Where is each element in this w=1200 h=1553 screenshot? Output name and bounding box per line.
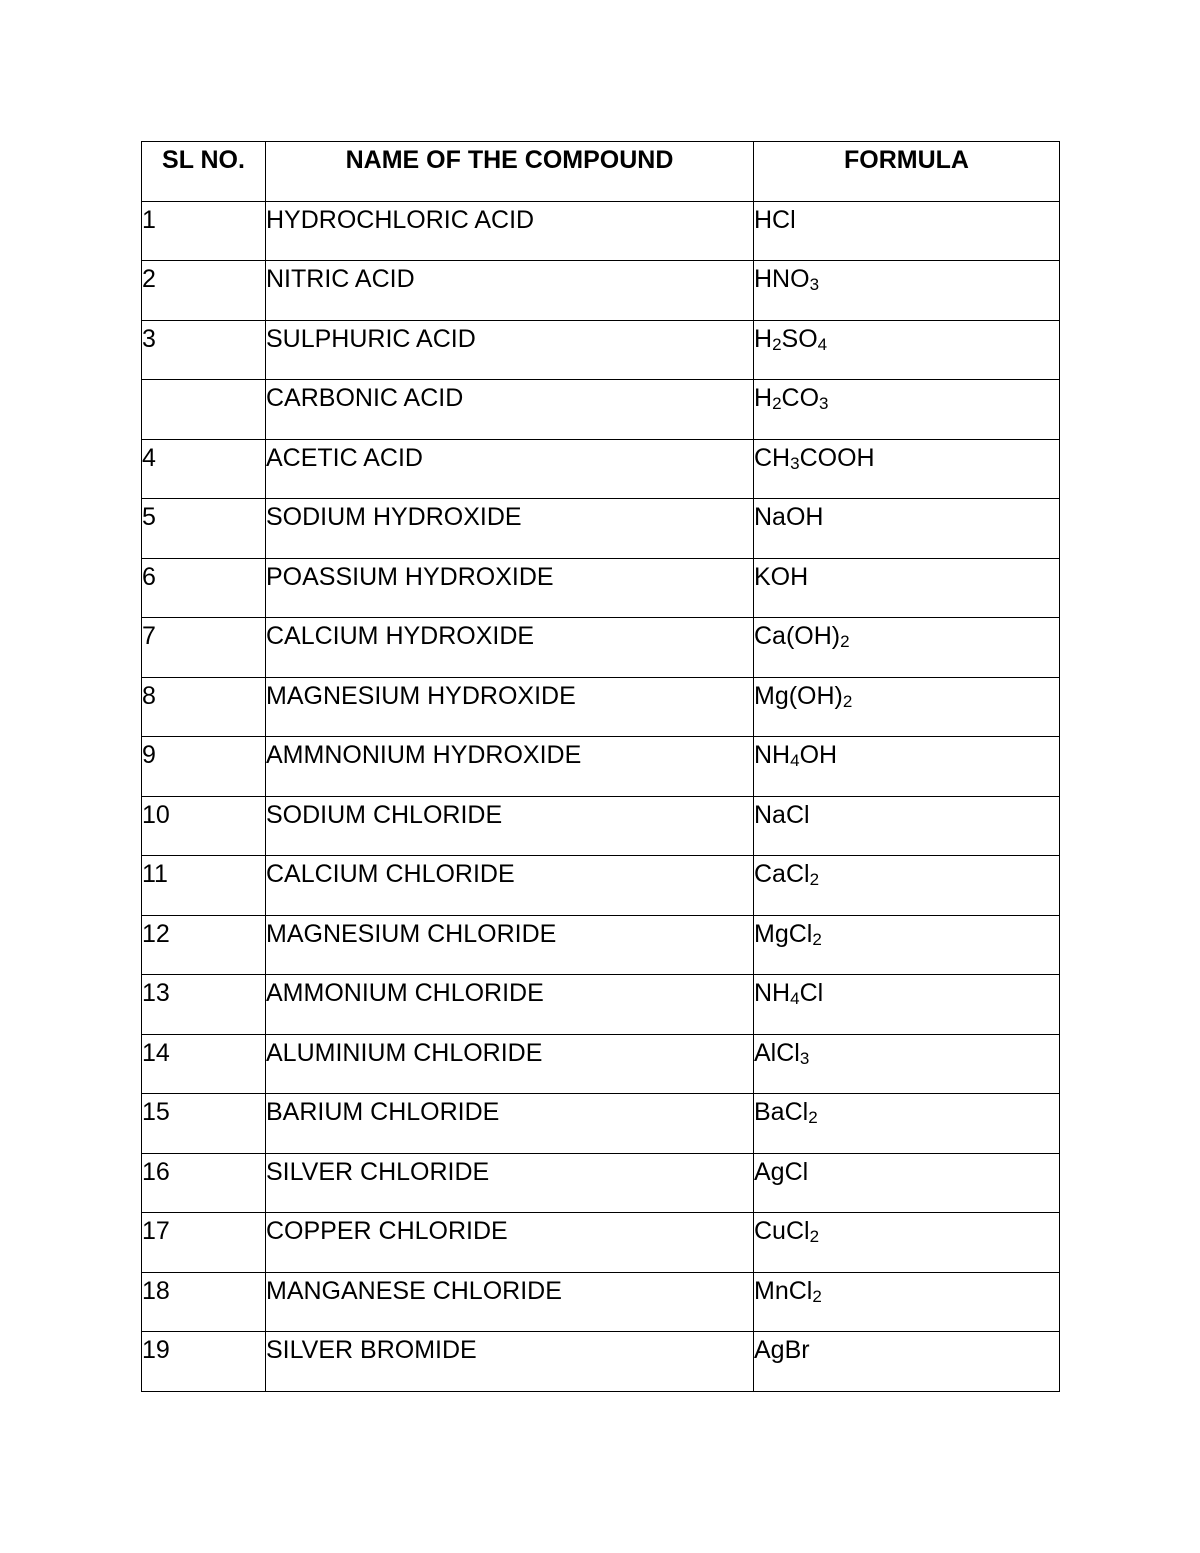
- cell-sl-no: 12: [142, 915, 266, 975]
- formula-part: BaCl: [754, 1098, 809, 1126]
- cell-sl-no: 16: [142, 1153, 266, 1213]
- chemical-formula: [754, 1217, 819, 1245]
- cell-formula: [754, 558, 1060, 618]
- formula-part: CO: [781, 384, 820, 412]
- table-row: [142, 261, 1060, 321]
- cell-sl-no: 14: [142, 1034, 266, 1094]
- formula-subscript: 2: [842, 691, 853, 711]
- cell-sl-no: 7: [142, 618, 266, 678]
- cell-sl-no: 3: [142, 320, 266, 380]
- formula-subscript: 2: [808, 1108, 818, 1127]
- formula-subscript: 2: [809, 870, 820, 889]
- chemical-formula: [754, 682, 852, 710]
- table-row: [142, 618, 1060, 678]
- cell-sl-no: 18: [142, 1272, 266, 1332]
- formula-part: MnCl: [754, 1276, 813, 1305]
- cell-compound-name: COPPER CHLORIDE: [266, 1213, 754, 1273]
- formula-subscript: 3: [799, 1048, 810, 1068]
- formula-subscript: 3: [809, 275, 820, 294]
- cell-compound-name: SILVER CHLORIDE: [266, 1153, 754, 1213]
- cell-compound-name: ALUMINIUM CHLORIDE: [266, 1034, 754, 1094]
- table-body: [142, 201, 1060, 1391]
- table-row: [142, 1272, 1060, 1332]
- formula-subscript: 2: [772, 334, 782, 354]
- cell-compound-name: SULPHURIC ACID: [266, 320, 754, 380]
- formula-part: AlCl: [754, 1038, 800, 1067]
- cell-sl-no: 9: [142, 737, 266, 797]
- cell-formula: [754, 499, 1060, 559]
- cell-formula: [754, 618, 1060, 678]
- cell-formula: [754, 1034, 1060, 1094]
- cell-compound-name: CALCIUM CHLORIDE: [266, 856, 754, 916]
- header-formula: FORMULA: [754, 142, 1060, 202]
- table-row: [142, 1094, 1060, 1154]
- formula-part: AgCl: [754, 1157, 809, 1186]
- table-row: [142, 439, 1060, 499]
- cell-formula: [754, 1153, 1060, 1213]
- cell-compound-name: POASSIUM HYDROXIDE: [266, 558, 754, 618]
- cell-sl-no: 8: [142, 677, 266, 737]
- chemical-formula: [754, 979, 823, 1007]
- chemical-formula: [754, 801, 810, 829]
- formula-part: Ca(OH): [754, 622, 841, 650]
- cell-sl-no: 2: [142, 261, 266, 321]
- cell-compound-name: SILVER BROMIDE: [266, 1332, 754, 1392]
- chemical-formula: [754, 325, 827, 353]
- cell-formula: [754, 439, 1060, 499]
- formula-part: Cl: [799, 979, 824, 1007]
- chemical-formula: [754, 920, 822, 948]
- cell-compound-name: HYDROCHLORIC ACID: [266, 201, 754, 261]
- formula-part: CuCl: [754, 1217, 810, 1245]
- formula-part: CH: [754, 443, 791, 472]
- chemical-formula: [754, 206, 796, 234]
- cell-formula: [754, 975, 1060, 1035]
- formula-subscript: 2: [812, 929, 822, 949]
- formula-subscript: 2: [809, 1227, 820, 1246]
- formula-part: NaOH: [754, 503, 824, 531]
- table-row: [142, 1213, 1060, 1273]
- cell-sl-no: 10: [142, 796, 266, 856]
- cell-formula: [754, 320, 1060, 380]
- table-row: [142, 320, 1060, 380]
- cell-sl-no: 15: [142, 1094, 266, 1154]
- formula-subscript: 4: [790, 989, 800, 1008]
- cell-compound-name: MANGANESE CHLORIDE: [266, 1272, 754, 1332]
- formula-part: Mg(OH): [754, 681, 843, 710]
- cell-compound-name: AMMONIUM CHLORIDE: [266, 975, 754, 1035]
- cell-sl-no: 17: [142, 1213, 266, 1273]
- formula-part: NaCl: [754, 800, 810, 829]
- table-row: [142, 1332, 1060, 1392]
- cell-compound-name: AMMNONIUM HYDROXIDE: [266, 737, 754, 797]
- cell-compound-name: CALCIUM HYDROXIDE: [266, 618, 754, 678]
- cell-compound-name: SODIUM HYDROXIDE: [266, 499, 754, 559]
- cell-sl-no: 13: [142, 975, 266, 1035]
- chemical-formula: [754, 563, 808, 591]
- formula-part: MgCl: [754, 919, 813, 948]
- chemical-formula: [754, 1098, 818, 1126]
- formula-subscript: 2: [812, 1286, 822, 1306]
- cell-formula: [754, 856, 1060, 916]
- header-sl-no: SL NO.: [142, 142, 266, 202]
- table-row: [142, 915, 1060, 975]
- cell-formula: [754, 1213, 1060, 1273]
- cell-compound-name: ACETIC ACID: [266, 439, 754, 499]
- formula-subscript: 2: [840, 632, 850, 651]
- table-row: [142, 677, 1060, 737]
- cell-formula: [754, 201, 1060, 261]
- chemical-formula: [754, 1039, 809, 1067]
- chemical-formula: [754, 444, 875, 472]
- table-row: [142, 856, 1060, 916]
- chemical-formula: [754, 860, 819, 888]
- formula-part: AgBr: [754, 1336, 810, 1364]
- cell-sl-no: 1: [142, 201, 266, 261]
- cell-formula: [754, 677, 1060, 737]
- chemical-formula: [754, 622, 850, 650]
- formula-part: COOH: [799, 443, 875, 472]
- table-row: [142, 201, 1060, 261]
- cell-formula: [754, 1332, 1060, 1392]
- formula-subscript: 4: [790, 751, 800, 770]
- header-row: [142, 142, 1060, 202]
- table-row: [142, 1034, 1060, 1094]
- cell-compound-name: SODIUM CHLORIDE: [266, 796, 754, 856]
- cell-compound-name: NITRIC ACID: [266, 261, 754, 321]
- table-row: [142, 1153, 1060, 1213]
- chemical-formula: [754, 741, 837, 769]
- cell-sl-no: 19: [142, 1332, 266, 1392]
- table-row: [142, 499, 1060, 559]
- chemical-formula: [754, 384, 829, 412]
- formula-part: HNO: [754, 265, 810, 293]
- cell-compound-name: BARIUM CHLORIDE: [266, 1094, 754, 1154]
- compounds-table: [141, 141, 1060, 1392]
- formula-part: KOH: [754, 562, 809, 591]
- chemical-formula: [754, 1336, 810, 1364]
- table-row: [142, 380, 1060, 440]
- formula-part: SO: [781, 324, 818, 353]
- cell-compound-name: MAGNESIUM CHLORIDE: [266, 915, 754, 975]
- cell-formula: [754, 1272, 1060, 1332]
- table-row: [142, 796, 1060, 856]
- table-row: [142, 558, 1060, 618]
- header-compound-name: NAME OF THE COMPOUND: [266, 142, 754, 202]
- formula-part: H: [754, 324, 773, 353]
- cell-sl-no: [142, 380, 266, 440]
- chemical-formula: [754, 1277, 822, 1305]
- formula-part: CaCl: [754, 860, 810, 888]
- formula-part: H: [754, 384, 773, 412]
- formula-part: OH: [799, 741, 838, 769]
- chemical-formula: [754, 265, 819, 293]
- cell-formula: [754, 380, 1060, 440]
- formula-part: HCl: [754, 205, 796, 234]
- cell-formula: [754, 261, 1060, 321]
- formula-subscript: 4: [817, 334, 828, 354]
- table-header: [142, 142, 1060, 202]
- cell-compound-name: CARBONIC ACID: [266, 380, 754, 440]
- cell-formula: [754, 1094, 1060, 1154]
- table-row: [142, 737, 1060, 797]
- table-row: [142, 975, 1060, 1035]
- formula-subscript: 3: [790, 453, 800, 473]
- formula-part: NH: [754, 979, 791, 1007]
- formula-subscript: 3: [819, 394, 829, 413]
- cell-sl-no: 4: [142, 439, 266, 499]
- formula-part: NH: [754, 741, 791, 769]
- cell-formula: [754, 737, 1060, 797]
- chemical-formula: [754, 1158, 808, 1186]
- formula-subscript: 2: [772, 394, 782, 413]
- cell-compound-name: MAGNESIUM HYDROXIDE: [266, 677, 754, 737]
- chemical-formula: [754, 503, 823, 531]
- cell-formula: [754, 915, 1060, 975]
- cell-sl-no: 11: [142, 856, 266, 916]
- cell-formula: [754, 796, 1060, 856]
- cell-sl-no: 5: [142, 499, 266, 559]
- cell-sl-no: 6: [142, 558, 266, 618]
